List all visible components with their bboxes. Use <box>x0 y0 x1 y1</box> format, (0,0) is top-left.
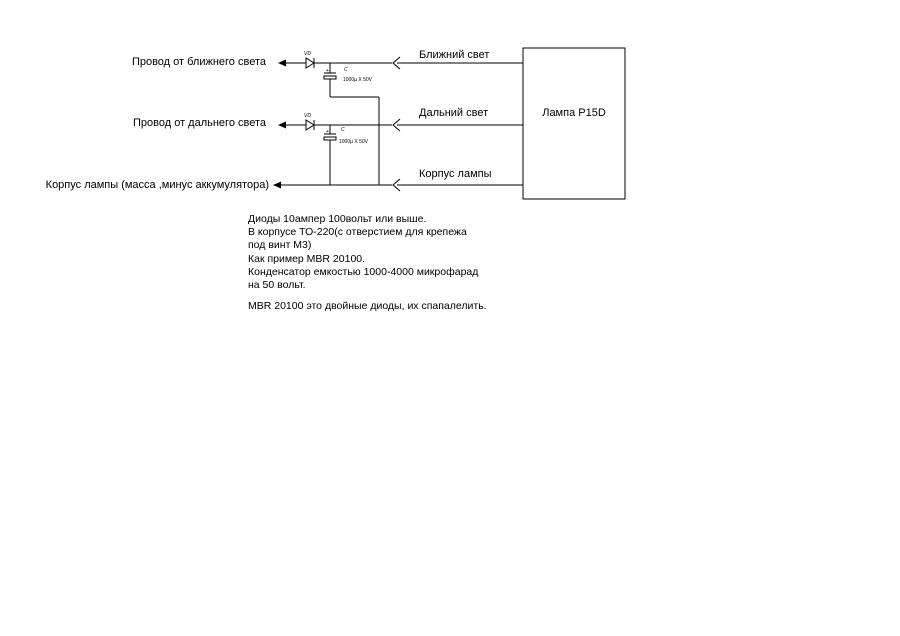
note-line: на 50 вольт. <box>248 279 306 292</box>
note-extra: MBR 20100 это двойные диоды, их спапалелить. <box>248 300 487 313</box>
cap-label-high: C <box>341 127 345 133</box>
conn-ground-label: Корпус лампы <box>419 168 492 180</box>
arrow-left-icon <box>273 182 281 189</box>
cap-label-low: C <box>344 67 348 73</box>
conn-low-label: Ближний свет <box>419 49 490 61</box>
diode-label-high: VD <box>304 113 311 119</box>
note-line: Как пример MBR 20100. <box>248 252 366 265</box>
wire-high-label: Провод от дальнего света <box>132 117 266 129</box>
note-line: под винт М3) <box>248 239 312 252</box>
lamp-block <box>523 48 625 199</box>
arrow-left-icon <box>278 60 286 67</box>
note-line: Конденсатор емкостью 1000-4000 микрофарад <box>248 265 479 278</box>
notes-block <box>248 213 548 313</box>
cap-plus-low: + <box>326 68 329 74</box>
diode-label-low: VD <box>304 51 311 57</box>
conn-high-label: Дальний свет <box>419 107 489 119</box>
lamp-label: Лампа P15D <box>542 107 606 119</box>
diode-icon <box>306 120 314 130</box>
cap-plus-high: + <box>326 129 329 135</box>
cap-value-low: 1000µ X 50V <box>343 77 373 83</box>
diode-icon <box>306 58 314 68</box>
note-line: В корпусе ТО-220(с отверстием для крепежа <box>248 226 467 239</box>
ground-label: Корпус лампы (масса ,минус аккумулятора) <box>45 179 269 191</box>
note-line: Диоды 10ампер 100вольт или выше. <box>248 213 427 225</box>
wire-low-label: Провод от ближнего света <box>131 56 266 68</box>
arrow-left-icon <box>278 122 286 129</box>
ground-circuit <box>273 168 523 191</box>
cap-value-high: 1000µ X 50V <box>339 139 369 145</box>
